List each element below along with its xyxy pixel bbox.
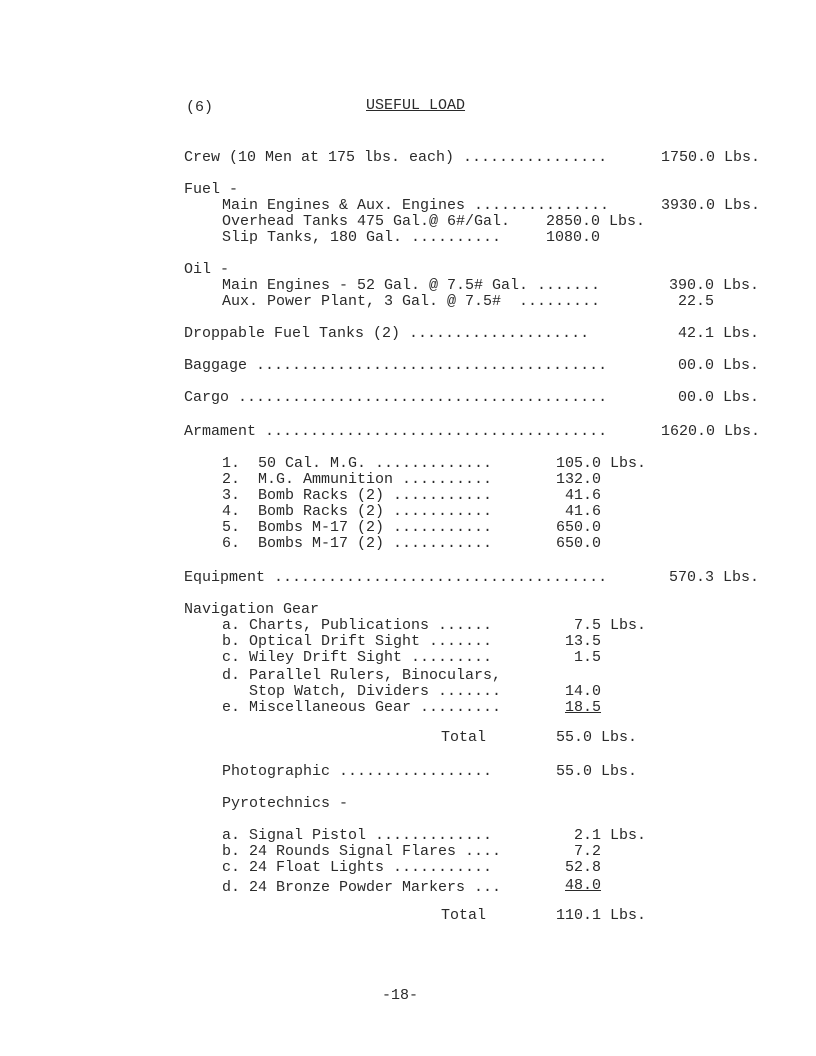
pyrotechnics-item-b-label: b. 24 Rounds Signal Flares .... [222,843,502,860]
armament-item-3-value: 41.6 [565,487,602,504]
fuel-slip-value: 1080.0 [546,229,601,246]
oil-aux-label: Aux. Power Plant, 3 Gal. @ 7.5# ......... [222,293,601,310]
pyrotechnics-total-label: Total [441,907,487,924]
navigation-item-e-value: 18.5 [565,699,602,716]
armament-item-5-label: 5. Bombs M-17 (2) ........... [222,519,493,536]
pyrotechnics-item-a-label: a. Signal Pistol ............. [222,827,493,844]
equipment-label: Equipment ..................................... [184,569,608,586]
pyrotechnics-item-c-label: c. 24 Float Lights ........... [222,859,493,876]
fuel-heading: Fuel - [184,181,239,198]
navigation-total-label: Total [441,729,487,746]
photographic-value: 55.0 Lbs. [556,763,638,780]
pyrotechnics-item-d-value: 48.0 [565,877,602,894]
section-number: (6) [186,99,214,116]
armament-label: Armament ...................................... [184,423,608,440]
pyrotechnics-item-a-value: 2.1 Lbs. [574,827,647,844]
navigation-item-a-value: 7.5 Lbs. [574,617,647,634]
fuel-overhead-label: Overhead Tanks 475 Gal.@ 6#/Gal. [222,213,511,230]
pyrotechnics-total-value: 110.1 Lbs. [556,907,647,924]
navigation-item-d-continuation: Stop Watch, Dividers ....... [222,683,502,700]
armament-item-5-value: 650.0 [556,519,602,536]
armament-item-6-value: 650.0 [556,535,602,552]
navigation-item-d-label: d. Parallel Rulers, Binoculars, [222,667,502,684]
page-title: USEFUL LOAD [366,97,466,114]
armament-item-4-value: 41.6 [565,503,602,520]
oil-main-value: 390.0 Lbs. [669,277,760,294]
armament-value: 1620.0 Lbs. [661,423,761,440]
armament-item-2-value: 132.0 [556,471,602,488]
baggage-value: 00.0 Lbs. [678,357,760,374]
photographic-label: Photographic ................. [222,763,493,780]
armament-item-1-value: 105.0 Lbs. [556,455,647,472]
cargo-value: 00.0 Lbs. [678,389,760,406]
fuel-main-label: Main Engines & Aux. Engines ............... [222,197,610,214]
armament-item-6-label: 6. Bombs M-17 (2) ........... [222,535,493,552]
pyrotechnics-item-b-value: 7.2 [574,843,602,860]
pyrotechnics-heading: Pyrotechnics - [222,795,349,812]
pyrotechnics-item-d-label: d. 24 Bronze Powder Markers ... [222,879,502,896]
cargo-label: Cargo ......................................... [184,389,608,406]
pyrotechnics-item-c-value: 52.8 [565,859,602,876]
droppable-label: Droppable Fuel Tanks (2) .................... [184,325,590,342]
navigation-item-e-label: e. Miscellaneous Gear ......... [222,699,502,716]
navigation-item-c-value: 1.5 [574,649,602,666]
page-number: -18- [382,987,419,1004]
navigation-heading: Navigation Gear [184,601,320,618]
equipment-value: 570.3 Lbs. [669,569,760,586]
navigation-item-b-label: b. Optical Drift Sight ....... [222,633,493,650]
baggage-label: Baggage ....................................... [184,357,608,374]
navigation-item-b-value: 13.5 [565,633,602,650]
armament-item-4-label: 4. Bomb Racks (2) ........... [222,503,493,520]
navigation-total-value: 55.0 Lbs. [556,729,638,746]
oil-main-label: Main Engines - 52 Gal. @ 7.5# Gal. ....... [222,277,601,294]
fuel-main-value: 3930.0 Lbs. [661,197,761,214]
fuel-overhead-value: 2850.0 Lbs. [546,213,646,230]
armament-item-3-label: 3. Bomb Racks (2) ........... [222,487,493,504]
crew-label: Crew (10 Men at 175 lbs. each) ................ [184,149,608,166]
navigation-item-a-label: a. Charts, Publications ...... [222,617,493,634]
crew-value: 1750.0 Lbs. [661,149,761,166]
armament-item-1-label: 1. 50 Cal. M.G. ............. [222,455,493,472]
navigation-item-d-value: 14.0 [565,683,602,700]
armament-item-2-label: 2. M.G. Ammunition .......... [222,471,493,488]
oil-aux-value: 22.5 [678,293,715,310]
navigation-item-c-label: c. Wiley Drift Sight ......... [222,649,493,666]
fuel-slip-label: Slip Tanks, 180 Gal. .......... [222,229,502,246]
droppable-value: 42.1 Lbs. [678,325,760,342]
oil-heading: Oil - [184,261,230,278]
